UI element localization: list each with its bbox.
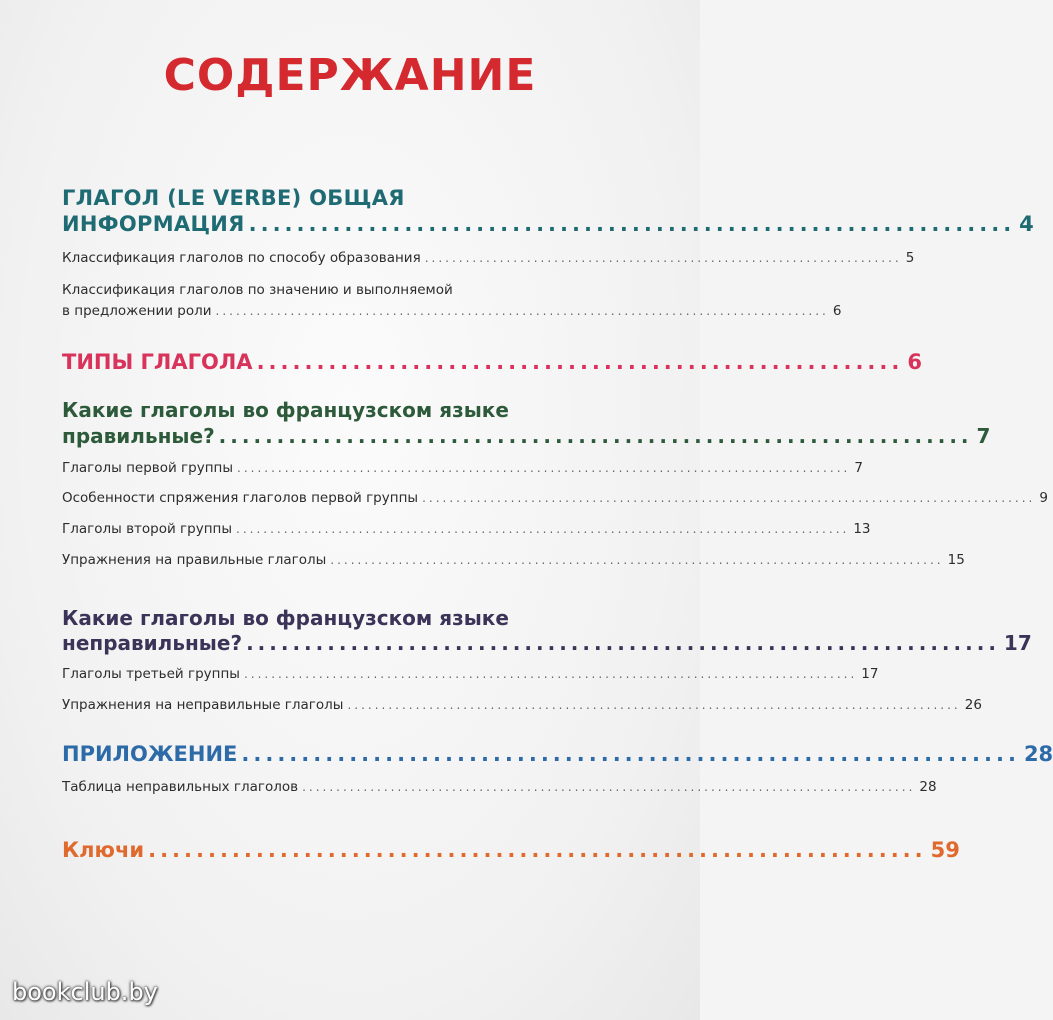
page-number: 5 — [905, 250, 915, 266]
toc-item-regular-exercises[interactable] — [62, 552, 965, 568]
toc-item-second-group[interactable] — [62, 521, 871, 537]
page-number: 4 — [1019, 212, 1035, 236]
toc-section-regular-line1: Какие глаголы во французском языке — [62, 398, 509, 422]
toc-section-appendix[interactable] — [62, 742, 1053, 766]
toc-label: Классификация глаголов по способу образования — [62, 250, 421, 266]
page-number: 7 — [976, 424, 991, 448]
toc-label: неправильные? — [62, 631, 243, 655]
toc-label: в предложении роли — [62, 303, 212, 319]
toc-section-keys[interactable] — [62, 838, 960, 862]
page-number: 15 — [947, 552, 965, 568]
page-number: 13 — [853, 521, 871, 537]
toc-item-first-group-conjugation[interactable] — [62, 490, 1048, 506]
toc-label: ТИПЫ ГЛАГОЛА — [62, 350, 253, 374]
page-number: 26 — [964, 697, 982, 713]
toc-item-third-group[interactable] — [62, 666, 879, 682]
toc-label: Глаголы первой группы — [62, 460, 234, 476]
dot-leader: .......................................................................................... — [237, 461, 851, 475]
page-number: 28 — [1023, 742, 1053, 766]
page-number: 59 — [930, 838, 960, 862]
toc-label: Глаголы третьей группы — [62, 666, 240, 682]
toc-section-irregular-line1: Какие глаголы во французском языке — [62, 606, 509, 630]
watermark-text: bookclub.by — [12, 978, 158, 1006]
page-number: 9 — [1039, 490, 1048, 506]
page-number: 28 — [919, 779, 937, 795]
dot-leader: .......................................................................................... — [422, 491, 1036, 505]
toc-section-regular[interactable] — [62, 424, 991, 448]
dot-leader: .......................................................................................... — [243, 667, 858, 681]
page-number: 17 — [1003, 631, 1032, 655]
toc-label: ПРИЛОЖЕНИЕ — [62, 742, 238, 766]
toc-section-general[interactable] — [62, 212, 1035, 236]
toc-label: правильные? — [62, 424, 215, 448]
dot-leader: ................................................................. — [246, 631, 1000, 655]
toc-label: Глаголы второй группы — [62, 521, 233, 537]
toc-item-irregular-exercises[interactable] — [62, 697, 982, 713]
toc-label: ИНФОРМАЦИЯ — [62, 212, 245, 236]
page-number: 17 — [861, 666, 879, 682]
page-number: 6 — [832, 303, 842, 319]
dot-leader: ................................................................ — [248, 212, 1016, 236]
page-number: 6 — [907, 350, 922, 374]
toc-label: Таблица неправильных глаголов — [62, 779, 299, 795]
dot-leader: ................................................................. — [218, 424, 973, 448]
page-title: СОДЕРЖАНИЕ — [163, 50, 537, 101]
toc-label: Особенности спряжения глаголов первой группы — [62, 490, 419, 506]
dot-leader: ................................................................. — [148, 838, 927, 862]
toc-label: Упражнения на неправильные глаголы — [62, 697, 344, 713]
dot-leader: .......................................................................................... — [215, 304, 829, 318]
toc-item-classification-meaning-line1: Классификация глаголов по значению и выполняемой — [62, 282, 453, 298]
dot-leader: .......................................................................................... — [302, 780, 916, 794]
toc-item-classification-meaning[interactable] — [62, 303, 842, 319]
toc-item-irregular-table[interactable] — [62, 779, 937, 795]
toc-item-first-group[interactable] — [62, 460, 863, 476]
toc-section-verb-types[interactable] — [62, 350, 922, 374]
dot-leader: ................................................................. — [241, 742, 1020, 766]
toc-item-classification-formation[interactable] — [62, 250, 915, 266]
dot-leader: .......................................................................................... — [330, 553, 944, 567]
page-number: 7 — [854, 460, 863, 476]
dot-leader: .......................................................................................... — [347, 698, 961, 712]
toc-section-irregular[interactable] — [62, 631, 1032, 655]
toc-label: Упражнения на правильные глаголы — [62, 552, 327, 568]
dot-leader: ...................................................................... — [424, 251, 902, 265]
toc-label: Ключи — [62, 838, 145, 862]
dot-leader: .......................................................................................... — [236, 522, 850, 536]
dot-leader: ...................................................... — [256, 350, 904, 374]
toc-section-general-line1: ГЛАГОЛ (LE VERBE) ОБЩАЯ — [62, 186, 405, 210]
